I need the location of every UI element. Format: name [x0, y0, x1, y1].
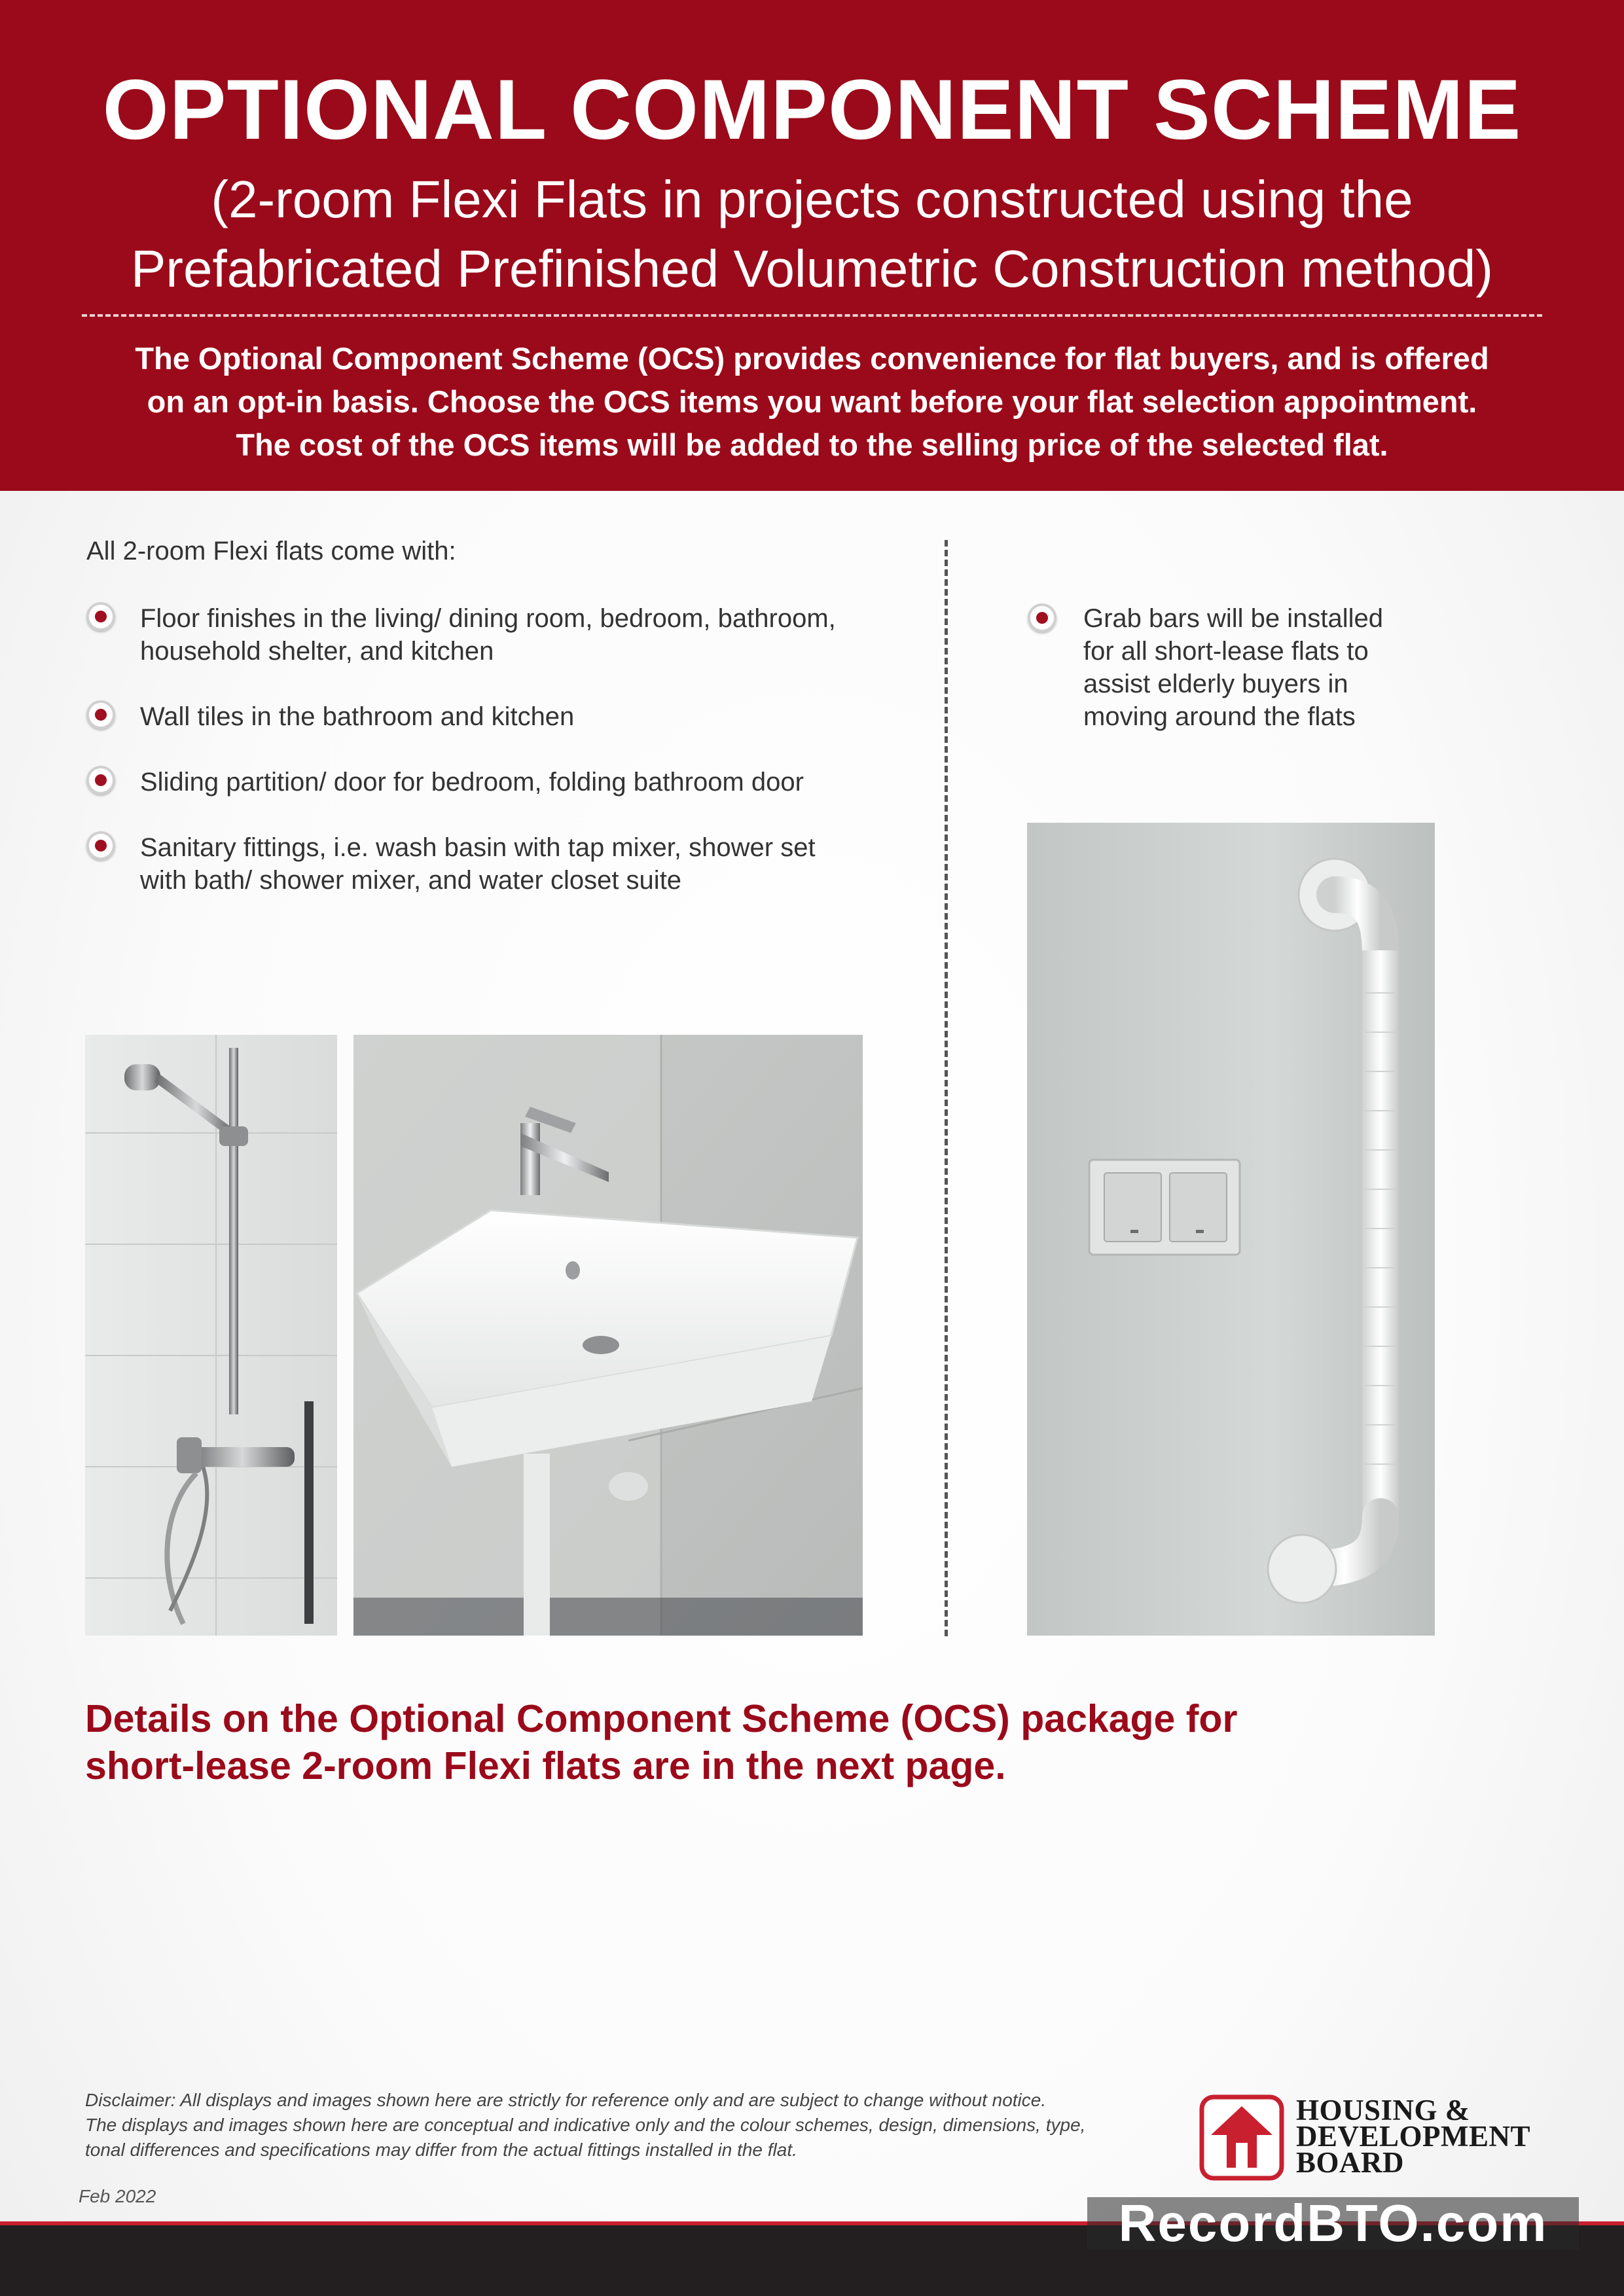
logo-line-3: BOARD: [1296, 2146, 1405, 2179]
logo-wordmark: [1296, 2094, 1531, 2179]
intro-line-1: The Optional Component Scheme (OCS) provides convenience for flat buyers, and is offered: [135, 341, 1489, 376]
bullet-dot-icon: [86, 766, 115, 795]
list-item: [86, 602, 892, 668]
wash-basin-photo: [353, 1035, 863, 1636]
disclaimer-line-3: tonal differences and specifications may differ from the actual fittings installed in the flat.: [85, 2140, 797, 2160]
grab-bar-note: [1028, 602, 1450, 733]
shower-set-photo: [85, 1035, 337, 1636]
header-banner: [0, 0, 1624, 491]
page-title: OPTIONAL COMPONENT SCHEME: [102, 62, 1522, 157]
hdb-house-logo-icon: [1199, 2094, 1284, 2181]
disclaimer: [85, 2088, 1165, 2162]
list-item: [86, 831, 892, 897]
intro-text: [65, 337, 1559, 467]
basin-illustration: [353, 1035, 863, 1636]
logo-line-2: DEVELOPMENT: [1296, 2120, 1531, 2153]
grab-bar-illustration: [1027, 823, 1435, 1636]
header-dashed-divider: [82, 314, 1542, 317]
logo-line-1: HOUSING &: [1296, 2094, 1470, 2126]
bullet-dot-icon: [86, 700, 115, 729]
list-item-line-1: Wall tiles in the bathroom and kitchen: [140, 702, 575, 731]
bullet-dot-icon: [86, 602, 115, 631]
hdb-logo: [1199, 2094, 1553, 2181]
intro-line-3: The cost of the OCS items will be added to the selling price of the selected flat.: [236, 427, 1388, 462]
list-item-line-2: with bath/ shower mixer, and water closet suite: [140, 866, 682, 895]
subtitle-line-1: (2-room Flexi Flats in projects constructed using the: [211, 170, 1413, 228]
list-item-line-1: Sliding partition/ door for bedroom, folding bathroom door: [140, 768, 804, 797]
bullet-dot-icon: [1028, 603, 1056, 632]
list-item: [86, 700, 892, 733]
bullet-dot-icon: [86, 831, 115, 860]
list-item-line-1: Floor finishes in the living/ dining room, bedroom, bathroom,: [140, 604, 836, 633]
publication-date: Feb 2022: [79, 2186, 156, 2206]
features-list: [86, 602, 892, 929]
intro-line-2: on an opt-in basis. Choose the OCS items you want before your flat selection appointment.: [147, 384, 1477, 419]
grab-bar-line-4: moving around the flats: [1083, 702, 1356, 731]
features-lead: All 2-room Flexi flats come with:: [86, 537, 456, 565]
details-line-1: Details on the Optional Component Scheme (OCS) package for: [85, 1697, 1238, 1740]
grab-bar-photo: [1027, 823, 1435, 1636]
grab-bar-line-3: assist elderly buyers in: [1083, 670, 1348, 698]
grab-bar-line-2: for all short-lease flats to: [1083, 637, 1369, 666]
disclaimer-line-2: The displays and images shown here are conceptual and indicative only and the colour schemes, design, dimensions, type,: [85, 2115, 1086, 2135]
subtitle-line-2: Prefabricated Prefinished Volumetric Construction method): [130, 240, 1493, 298]
grab-bar-line-1: Grab bars will be installed: [1083, 604, 1383, 633]
list-item-line-1: Sanitary fittings, i.e. wash basin with tap mixer, shower set: [140, 833, 816, 862]
column-divider: [945, 540, 948, 1636]
shower-illustration: [85, 1035, 337, 1636]
details-note: [85, 1695, 1329, 1789]
page-subtitle: [0, 165, 1624, 304]
watermark: RecordBTO.com: [1087, 2197, 1579, 2250]
disclaimer-line-1: Disclaimer: All displays and images shown here are strictly for reference only and are subject to change without notice.: [85, 2090, 1047, 2110]
list-item: [86, 766, 892, 798]
details-line-2: short-lease 2-room Flexi flats are in the next page.: [85, 1744, 1006, 1787]
list-item-line-2: household shelter, and kitchen: [140, 637, 494, 666]
